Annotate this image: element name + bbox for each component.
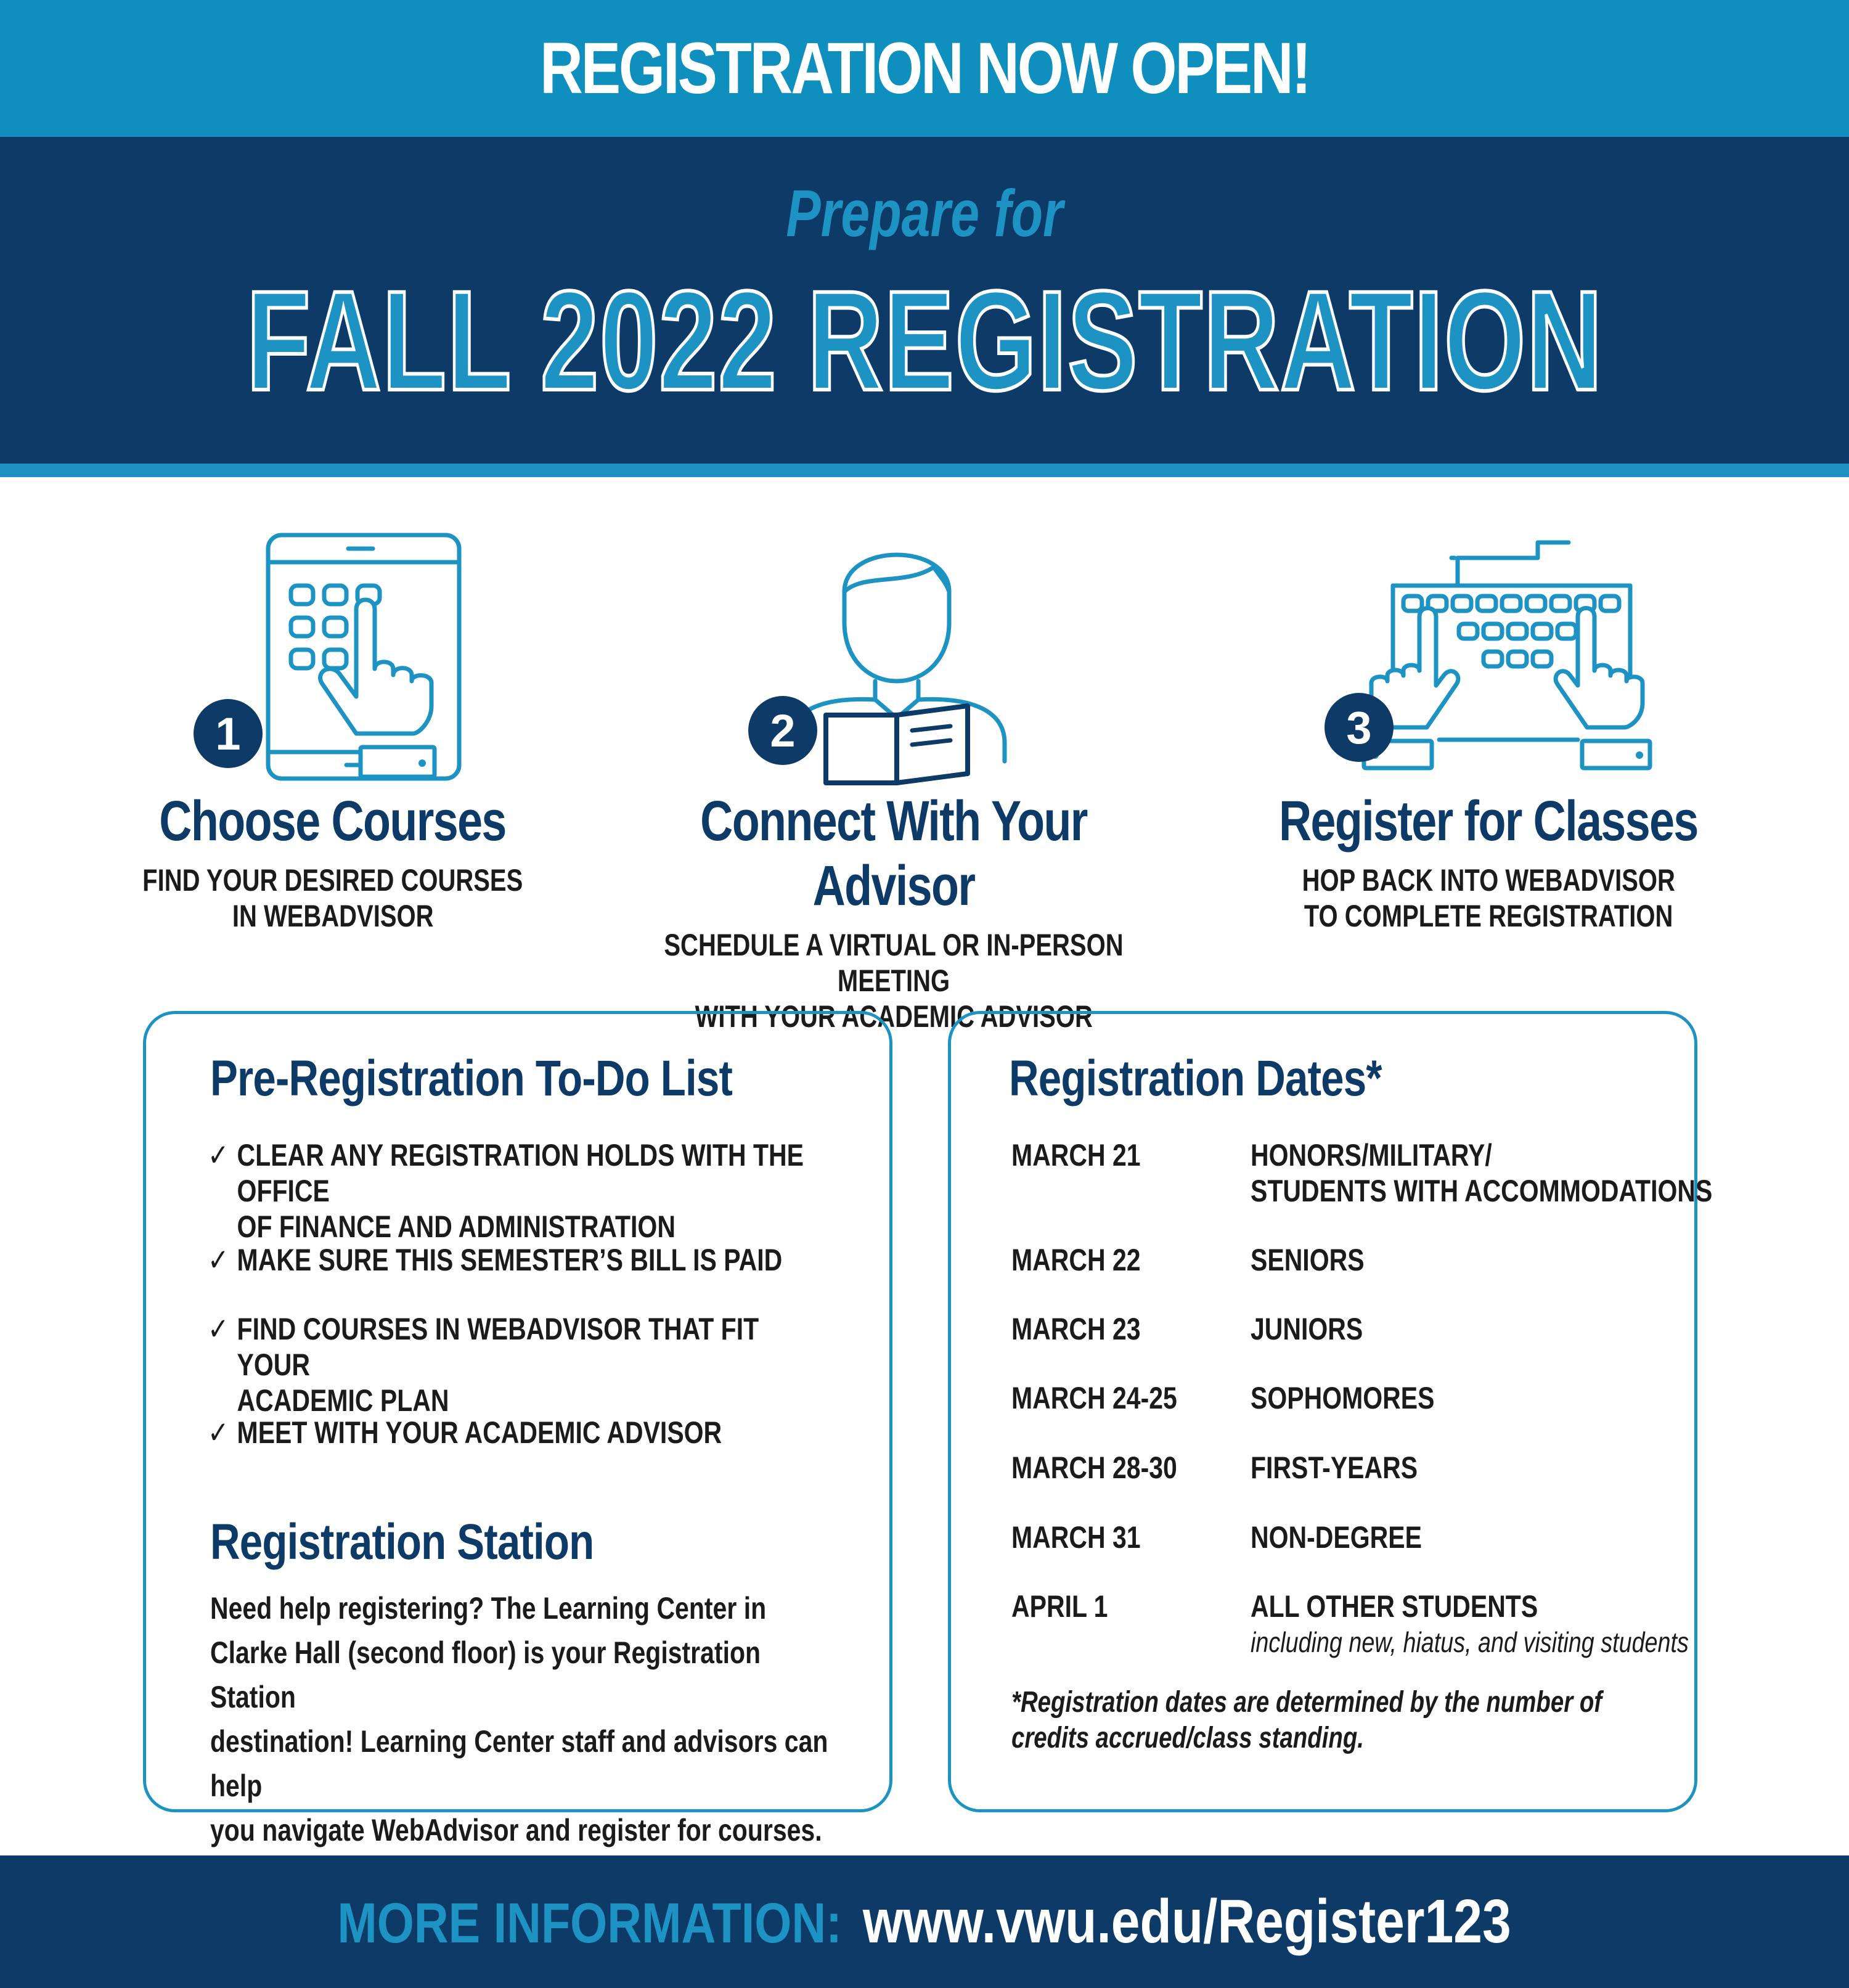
- step-subtitle: FIND YOUR DESIRED COURSES IN WEBADVISOR: [142, 863, 523, 933]
- group-label: JUNIORS: [1251, 1312, 1363, 1346]
- group-label: SENIORS: [1251, 1243, 1365, 1277]
- dates-card: [948, 1011, 1713, 1812]
- todo-card: [143, 1011, 892, 1847]
- group-label: NON-DEGREE: [1251, 1520, 1422, 1555]
- footer-bar: [0, 1855, 1849, 1988]
- todo-item: ✓ MEET WITH YOUR ACADEMIC ADVISOR: [208, 1415, 722, 1450]
- banner-text: REGISTRATION NOW OPEN!: [539, 28, 1310, 109]
- group-label: ALL OTHER STUDENTS including new, hiatus, and visiting students: [1251, 1589, 1689, 1658]
- todo-item: ✓ CLEAR ANY REGISTRATION HOLDS WITH THE OFFICE OF FINANCE AND ADMINISTRATION: [208, 1138, 804, 1244]
- check-icon: ✓: [208, 1138, 229, 1172]
- check-icon: ✓: [208, 1312, 229, 1346]
- step-register-classes: [1180, 518, 1797, 934]
- step-subtitle: HOP BACK INTO WEBADVISOR TO COMPLETE REGISTRATION: [1302, 863, 1675, 933]
- check-icon: ✓: [208, 1243, 229, 1277]
- date-label: MARCH 21: [1011, 1138, 1141, 1172]
- date-label: APRIL 1: [1011, 1589, 1108, 1624]
- todo-item: ✓ MAKE SURE THIS SEMESTER’S BILL IS PAID: [208, 1243, 783, 1277]
- group-label: HONORS/MILITARY/ STUDENTS WITH ACCOMMODATIONS: [1251, 1138, 1713, 1208]
- date-label: MARCH 22: [1011, 1243, 1141, 1277]
- footer-url-link[interactable]: www.vwu.edu/Register123: [863, 1887, 1512, 1956]
- check-icon: ✓: [208, 1415, 229, 1450]
- step-number-badge: 1: [215, 708, 241, 759]
- footer-label: MORE INFORMATION:: [337, 1892, 843, 1955]
- step-choose-courses: [25, 518, 641, 934]
- date-label: MARCH 24-25: [1011, 1381, 1177, 1415]
- group-label: FIRST-YEARS: [1251, 1450, 1418, 1485]
- advisor-reading-icon: [721, 518, 1066, 789]
- step-title: Choose Courses: [159, 790, 507, 853]
- date-label: MARCH 28-30: [1011, 1450, 1177, 1485]
- station-title: Registration Station: [210, 1514, 594, 1570]
- date-label: MARCH 23: [1011, 1312, 1141, 1346]
- group-label: SOPHOMORES: [1251, 1381, 1435, 1415]
- station-text: Need help registering? The Learning Center in Clarke Hall (second floor) is your Registration Station destination! Learning Center staff and advisors can help you navigate WebAdvisor and register for courses.: [210, 1591, 828, 1847]
- step-title: Connect With Your Advisor: [700, 790, 1087, 917]
- step-connect-advisor: [586, 518, 1202, 1034]
- step-subtitle: SCHEDULE A VIRTUAL OR IN-PERSON MEETING WITH YOUR ACADEMIC ADVISOR: [664, 928, 1124, 1034]
- hero-divider: [0, 464, 1849, 477]
- dates-footnote: *Registration dates are determined by the number of credits accrued/class standing.: [1011, 1686, 1602, 1754]
- step-title: Register for Classes: [1279, 790, 1698, 853]
- top-banner: [0, 0, 1849, 137]
- keyboard-typing-icon: [1297, 518, 1680, 789]
- hero-title: FALL 2022 REGISTRATION: [246, 261, 1603, 420]
- hero-kicker: Prepare for: [786, 176, 1063, 250]
- dates-title: Registration Dates*: [1009, 1050, 1382, 1106]
- step-number-badge: 2: [770, 705, 796, 756]
- date-label: MARCH 31: [1011, 1520, 1141, 1555]
- todo-item: ✓ FIND COURSES IN WEBADVISOR THAT FIT YOUR ACADEMIC PLAN: [208, 1312, 759, 1418]
- step-number-badge: 3: [1346, 702, 1372, 753]
- tablet-tap-icon: [160, 518, 505, 789]
- todo-title: Pre-Registration To-Do List: [210, 1050, 733, 1106]
